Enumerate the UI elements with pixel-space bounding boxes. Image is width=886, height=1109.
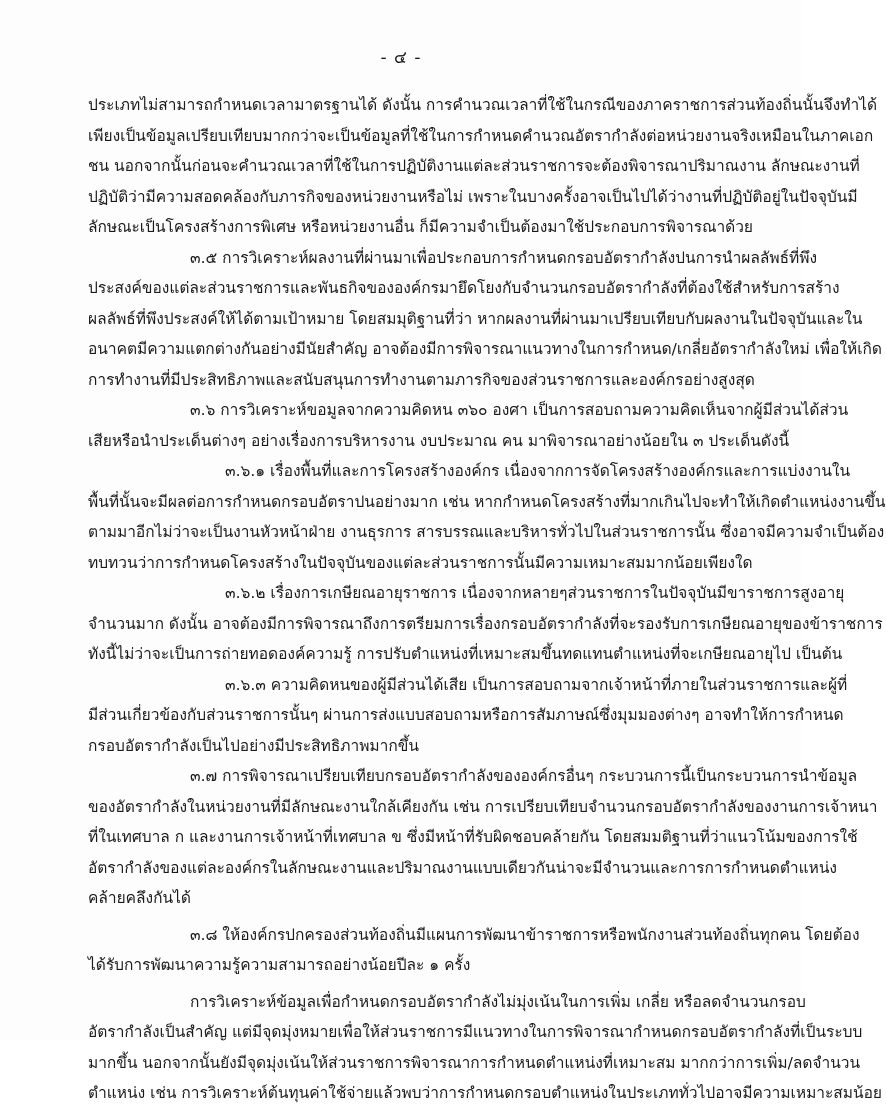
document-body	[88, 90, 886, 1109]
text-line: ๓.๖.๑ เรื่องพื้นที่และการโครงสร้างองค์กร เนื่องจากการจัดโครงสร้างองค์กรและการแบ่งงานใน	[225, 462, 851, 480]
text-line: ปฏิบัติว่ามีความสอดคล้องกับภารกิจของหน่วยงานหรือไม่ เพราะในบางครั้งอาจเป็นไปได้ว่างานที่ปฏิบัติอยู่ในปัจจุบันมี	[88, 187, 858, 206]
text-line: ๓.๖ การวิเคราะห์ขอมูลจากความคิดหน ๓๖๐ องศา เป็นการสอบถามความคิดเห็นจากผู้มีส่วนได้ส่วน	[190, 401, 849, 419]
paragraph-3-6	[88, 395, 849, 456]
text-line: อนาคตมีความแตกต่างกันอย่างมีนัยสำคัญ อาจต้องมีการพิจารณาแนวทางในการกำหนด/เกลี่ยอัตรากำลังใหม่ เพื่อให้เกิด	[88, 340, 882, 358]
text-line: ได้รับการพัฒนาความรู้ความสามารถอย่างน้อยปีละ ๑ ครั้ง	[88, 956, 471, 974]
text-line: เสียหรือนำประเด็นต่างๆ อย่างเรื่องการบริหารงาน งบประมาณ คน มาพิจารณาอย่างน้อยใน ๓ ประเด็นดังนี้	[88, 431, 790, 450]
text-line: ๓.๗ การพิจารณาเปรียบเทียบกรอบอัตรากำลังขององค์กรอื่นๆ กระบวนการนี้เป็นกระบวนการนำข้อมูล	[190, 767, 858, 785]
text-line: ของอัตรากำลังในหน่วยงานที่มีลักษณะงานใกล้เคียงกัน เช่น การเปรียบเทียบจำนวนกรอบอัตรากำลังของงานการเจ้าหนา	[88, 797, 878, 816]
text-line: มีส่วนเกี่ยวข้องกับส่วนราชการนั้นๆ ผ่านการส่งแบบสอบถามหรือการสัมภาษณ์ซึ่งมุมมองต่างๆ อาจทำให้การกำหนด	[88, 706, 844, 724]
text-line: ประเภทไม่สามารถกำหนดเวลามาตรฐานได้ ดังนั้น การคำนวณเวลาที่ใช้ในกรณีของภาคราชการส่วนท้องถิ่นนั้นจึงทำได้	[88, 96, 878, 114]
paragraph-3-6-2	[88, 578, 883, 670]
text-line: ประสงค์ของแต่ละส่วนราชการและพันธกิจขององค์กรมายึดโยงกับจำนวนกรอบอัตรากำลังที่ต้องใช้สำหรับการสร้าง	[88, 279, 840, 297]
text-line: ที่ในเทศบาล ก และงานการเจ้าหน้าที่เทศบาล ข ซึ่งมีหน้าที่รับผิดชอบคล้ายกัน โดยสมมติฐานที่ว่าแนวโน้มของการใช้	[88, 828, 858, 846]
text-line: กรอบอัตรากำลังเป็นไปอย่างมีประสิทธิภาพมากขึ้น	[88, 736, 419, 755]
text-line: ชน นอกจากนั้นก่อนจะคำนวณเวลาที่ใช้ในการปฏิบัติงานแต่ละส่วนราชการจะต้องพิจารณาปริมาณงาน ลักษณะงานที่	[88, 157, 860, 175]
text-line: การทำงานที่มีประสิทธิภาพและสนับสนุนการทำงานตามภารกิจของส่วนราชการและองค์กรอย่างสูงสุด	[88, 370, 755, 389]
paragraph-3-7	[88, 761, 878, 914]
text-line: อัตรากำลังเป็นสำคัญ แต่มีจุดมุ่งหมายเพื่อให้ส่วนราชการมีแนวทางในการพิจารณากำหนดกรอบอัตรากำลังที่เป็นระบบ	[88, 1023, 863, 1041]
paragraph-3-6-1	[88, 456, 886, 578]
text-line: ๓.๖.๒ เรื่องการเกษียณอายุราชการ เนื่องจากหลายๆส่วนราชการในปัจจุบันมีขาราชการสูงอายุ	[225, 584, 845, 602]
text-line: ตามมาอีกไม่ว่าจะเป็นงานหัวหน้าฝ่าย งานธุรการ สารบรรณและบริหารทั่วไปในส่วนราชการนั้น ซึ่งอาจมีความจำเป็นต้อง	[88, 523, 885, 541]
text-line: คล้ายคลึงกันได้	[88, 889, 191, 907]
text-line: เพียงเป็นข้อมูลเปรียบเทียบมากกว่าจะเป็นข้อมูลที่ใช้ในการกำหนดคำนวณอัตรากำลังต่อหน่วยงานจริงเหมือนในภาคเอก	[88, 126, 874, 145]
text-line: ๓.๕ การวิเคราะห์ผลงานที่ผ่านมาเพื่อประกอบการกำหนดกรอบอัตรากำลังปนการนำผลลัพธ์ที่พึง	[190, 248, 818, 267]
text-line: มากขึ้น นอกจากนั้นยังมีจุดมุ่งเน้นให้ส่วนราชการพิจารณาการกำหนดตำแหน่งที่เหมาะสม มากกว่าการเพิ่ม/ลดจำนวน	[88, 1053, 861, 1072]
text-line: ลักษณะเป็นโครงสร้างการพิเศษ หรือหน่วยงานอื่น ก็มีความจำเป็นต้องมาใช้ประกอบการพิจารณาด้วย	[88, 218, 754, 236]
text-line: การวิเคราะห์ข้อมูลเพื่อกำหนดกรอบอัตรากำลังไม่มุ่งเน้นในการเพิ่ม เกลี่ย หรือลดจำนวนกรอบ	[190, 992, 806, 1011]
text-line: ตำแหน่ง เช่น การวิเคราะห์ต้นทุนค่าใช้จ่ายแล้วพบว่าการกำหนดกรอบตำแหน่งในประเภททั่วไปอาจมีความเหมาะสมน้อย	[88, 1084, 882, 1102]
text-line: ผลลัพธ์ที่พึงประสงค์ให้ได้ตามเป้าหมาย โดยสมมุติฐานที่ว่า หากผลงานที่ผ่านมาเปรียบเทียบกับผลงานในปัจจุบันและใน	[88, 309, 863, 328]
paragraph-summary	[88, 987, 882, 1109]
paragraph-3-6-3	[88, 670, 848, 762]
text-line: ๓.๖.๓ ความคิดหนของผู้มีส่วนได้เสีย เป็นการสอบถามจากเจ้าหน้าที่ภายในส่วนราชการและผู้ที่	[225, 675, 848, 694]
text-line: ทบทวนว่าการกำหนดโครงสร้างในปัจจุบันของแต่ละส่วนราชการนั้นมีความเหมาะสมมากน้อยเพียงใด	[88, 553, 753, 572]
text-line: พื้นที่นั้นจะมีผลต่อการกำหนดกรอบอัตราปนอย่างมาก เช่น หากกำหนดโครงสร้างที่มากเกินไปจะทำให้เกิดตำแหน่งงานขึ้น	[88, 492, 886, 511]
text-line: อัตรากำลังของแต่ละองค์กรในลักษณะงานและปริมาณงานแบบเดียวกันน่าจะมีจำนวนและการการกำหนดตำแหน่ง	[88, 858, 838, 877]
text-line: ๓.๘ ให้องค์กรปกครองส่วนท้องถิ่นมีแผนการพัฒนาข้าราชการหรือพนักงานส่วนท้องถิ่นทุกคน โดยต้อง	[190, 925, 860, 944]
paragraph-3-5	[88, 243, 882, 396]
paragraph-3-8	[88, 920, 860, 981]
page-number: - ๔ -	[380, 48, 422, 68]
paragraph-1	[88, 90, 878, 243]
text-line: จำนวนมาก ดังนั้น อาจต้องมีการพิจารณาถึงการตรียมการเรื่องกรอบอัตรากำลังที่จะรองรับการเกษียณอายุของข้าราชการ	[88, 614, 883, 633]
text-line: ทังนี้ไม่ว่าจะเป็นการถ่ายทอดองค์ความรู้ การปรับตำแหน่งที่เหมาะสมขึ้นทดแทนตำแหน่งที่จะเกษียณอายุไป เป็นต้น	[88, 645, 843, 663]
